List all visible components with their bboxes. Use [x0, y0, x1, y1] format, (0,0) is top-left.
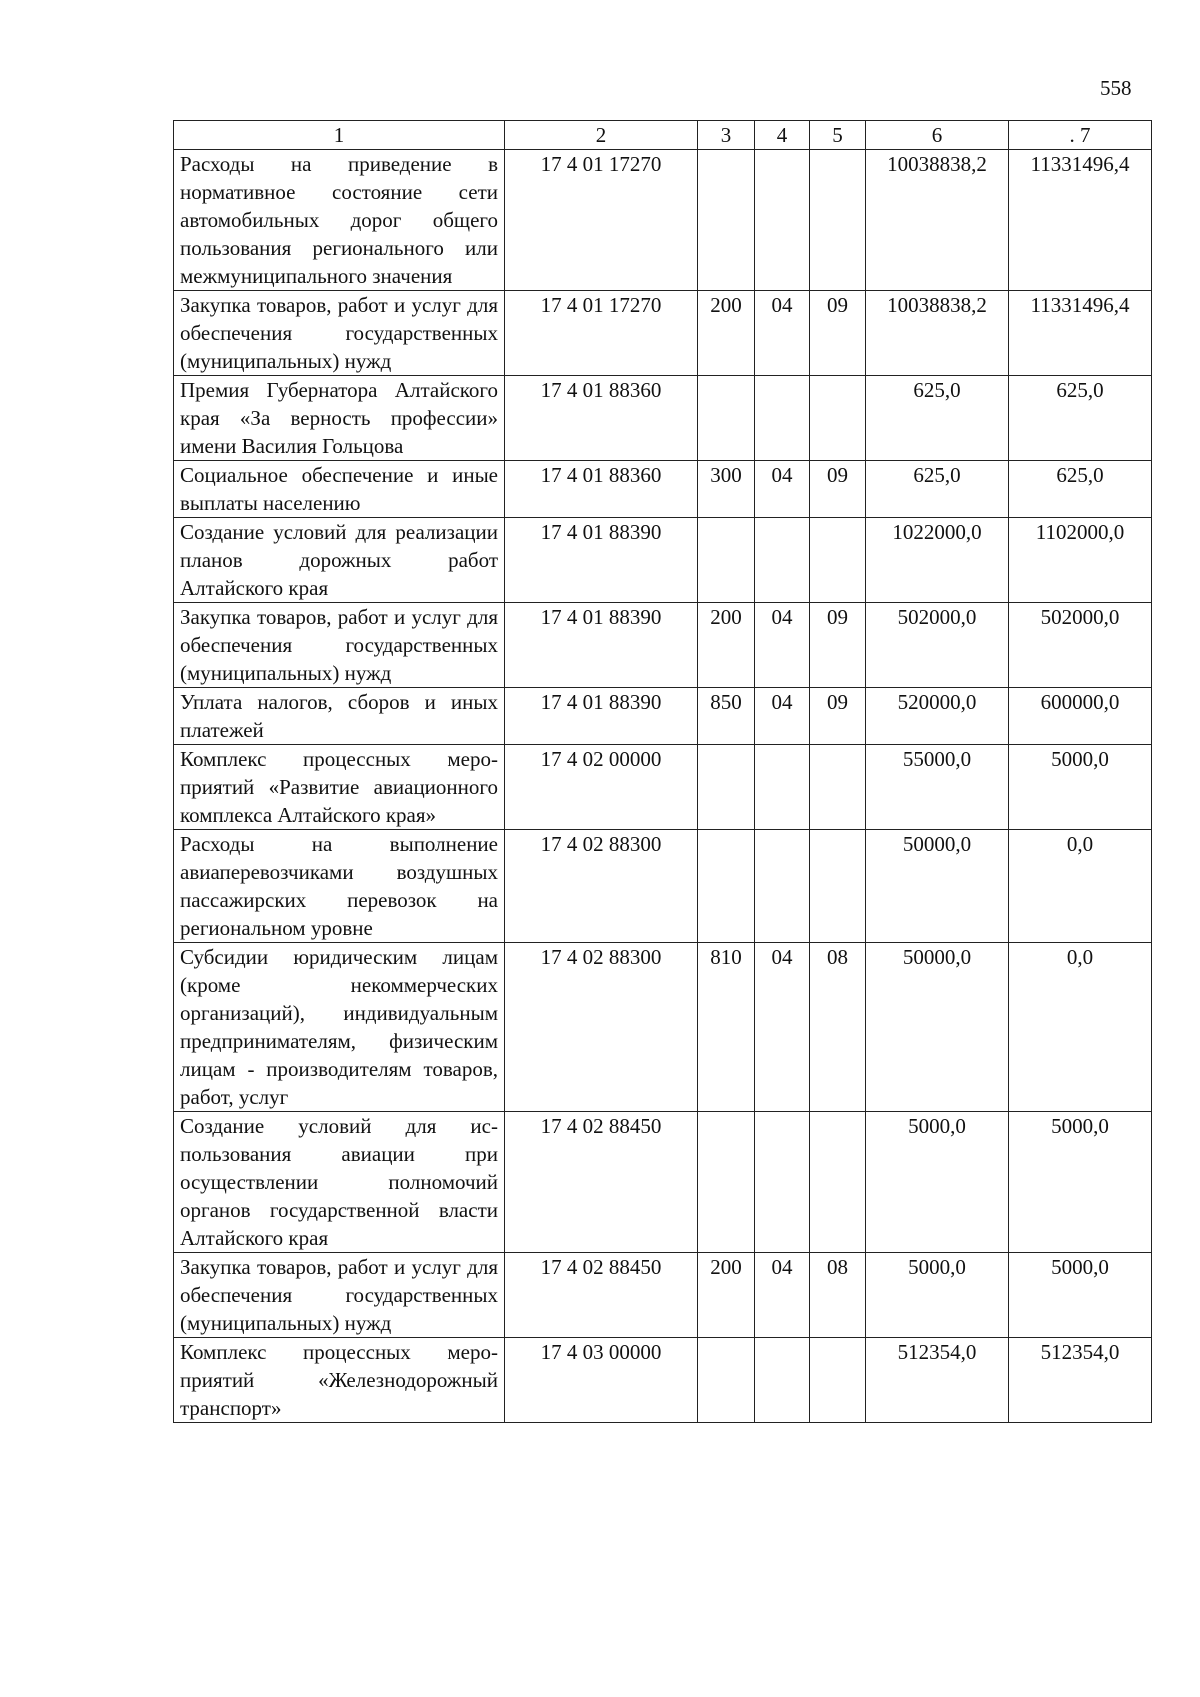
- expense-name-cell: Социальное обеспечение и иные выплаты населению: [174, 461, 505, 518]
- table-row: [174, 745, 1152, 830]
- amount-year-1-cell: 50000,0: [866, 830, 1009, 943]
- target-code-cell: 17 4 03 00000: [505, 1338, 698, 1423]
- expense-type-cell: 810: [698, 943, 755, 1112]
- expense-type-cell: [698, 150, 755, 291]
- expense-type-cell: 300: [698, 461, 755, 518]
- table-row: [174, 376, 1152, 461]
- header-cell-5: 5: [810, 121, 866, 150]
- target-code-cell: 17 4 02 88300: [505, 943, 698, 1112]
- header-cell-6: 6: [866, 121, 1009, 150]
- expense-type-cell: [698, 1112, 755, 1253]
- amount-year-2-cell: 502000,0: [1009, 603, 1152, 688]
- expense-type-cell: 850: [698, 688, 755, 745]
- section-cell: 04: [755, 1253, 810, 1338]
- table-row: [174, 1253, 1152, 1338]
- expense-type-cell: [698, 745, 755, 830]
- budget-table: [173, 120, 1152, 1423]
- section-cell: 04: [755, 461, 810, 518]
- expense-type-cell: [698, 830, 755, 943]
- target-code-cell: 17 4 02 88450: [505, 1112, 698, 1253]
- table-row: [174, 688, 1152, 745]
- amount-year-2-cell: 512354,0: [1009, 1338, 1152, 1423]
- table-row: [174, 1338, 1152, 1423]
- expense-name-cell: Создание условий для реализации планов дорожных работ Алтайского края: [174, 518, 505, 603]
- amount-year-2-cell: 1102000,0: [1009, 518, 1152, 603]
- amount-year-1-cell: 512354,0: [866, 1338, 1009, 1423]
- table-row: [174, 1112, 1152, 1253]
- amount-year-1-cell: 520000,0: [866, 688, 1009, 745]
- expense-name-cell: Субсидии юридическим лицам (кроме некоммерческих организаций), индивидуальным предпринимателям, физическим лицам - производителям товаров, работ, услуг: [174, 943, 505, 1112]
- expense-name-cell: Закупка товаров, работ и услуг для обеспечения государственных (муниципальных) нужд: [174, 1253, 505, 1338]
- subsection-cell: 09: [810, 688, 866, 745]
- subsection-cell: 09: [810, 461, 866, 518]
- section-cell: [755, 150, 810, 291]
- amount-year-2-cell: 5000,0: [1009, 745, 1152, 830]
- section-cell: [755, 745, 810, 830]
- amount-year-1-cell: 625,0: [866, 376, 1009, 461]
- subsection-cell: [810, 150, 866, 291]
- header-cell-2: 2: [505, 121, 698, 150]
- expense-type-cell: [698, 1338, 755, 1423]
- table-row: [174, 461, 1152, 518]
- expense-name-cell: Закупка товаров, работ и услуг для обеспечения государственных (муниципальных) нужд: [174, 603, 505, 688]
- table-row: [174, 518, 1152, 603]
- amount-year-2-cell: 625,0: [1009, 376, 1152, 461]
- target-code-cell: 17 4 01 88390: [505, 518, 698, 603]
- subsection-cell: [810, 376, 866, 461]
- subsection-cell: [810, 1112, 866, 1253]
- subsection-cell: [810, 745, 866, 830]
- expense-type-cell: 200: [698, 603, 755, 688]
- expense-name-cell: Премия Губернатора Алтайского края «За верность профессии» имени Василия Гольцова: [174, 376, 505, 461]
- expense-name-cell: Закупка товаров, работ и услуг для обеспечения государственных (муниципальных) нужд: [174, 291, 505, 376]
- section-cell: 04: [755, 688, 810, 745]
- expense-name-cell: Комплекс процессных мероприятий «Развитие авиационного комплекса Алтайского края»: [174, 745, 505, 830]
- subsection-cell: 09: [810, 603, 866, 688]
- table-row: [174, 943, 1152, 1112]
- subsection-cell: 08: [810, 1253, 866, 1338]
- target-code-cell: 17 4 02 88300: [505, 830, 698, 943]
- section-cell: 04: [755, 291, 810, 376]
- expense-name-cell: Расходы на приведение в нормативное состояние сети автомобильных дорог общего пользования регионального или межмуниципального значения: [174, 150, 505, 291]
- section-cell: [755, 518, 810, 603]
- header-cell-4: 4: [755, 121, 810, 150]
- expense-name-cell: Уплата налогов, сборов и иных платежей: [174, 688, 505, 745]
- amount-year-2-cell: 5000,0: [1009, 1112, 1152, 1253]
- subsection-cell: [810, 830, 866, 943]
- section-cell: [755, 1338, 810, 1423]
- header-row: [174, 121, 1152, 150]
- amount-year-1-cell: 625,0: [866, 461, 1009, 518]
- header-cell-3: 3: [698, 121, 755, 150]
- page-number: 558: [1100, 76, 1132, 100]
- amount-year-1-cell: 10038838,2: [866, 150, 1009, 291]
- expense-name-cell: Расходы на выполнение авиаперевозчиками воздушных пассажирских перевозок на региональном уровне: [174, 830, 505, 943]
- amount-year-2-cell: 0,0: [1009, 943, 1152, 1112]
- amount-year-2-cell: 5000,0: [1009, 1253, 1152, 1338]
- expense-type-cell: [698, 376, 755, 461]
- subsection-cell: 09: [810, 291, 866, 376]
- table-row: [174, 830, 1152, 943]
- amount-year-1-cell: 5000,0: [866, 1253, 1009, 1338]
- expense-type-cell: 200: [698, 1253, 755, 1338]
- amount-year-2-cell: 625,0: [1009, 461, 1152, 518]
- target-code-cell: 17 4 01 88390: [505, 603, 698, 688]
- amount-year-1-cell: 1022000,0: [866, 518, 1009, 603]
- amount-year-1-cell: 50000,0: [866, 943, 1009, 1112]
- header-cell-1: 1: [174, 121, 505, 150]
- amount-year-2-cell: 600000,0: [1009, 688, 1152, 745]
- section-cell: [755, 376, 810, 461]
- section-cell: 04: [755, 943, 810, 1112]
- target-code-cell: 17 4 02 00000: [505, 745, 698, 830]
- table-row: [174, 603, 1152, 688]
- target-code-cell: 17 4 01 88360: [505, 376, 698, 461]
- amount-year-1-cell: 55000,0: [866, 745, 1009, 830]
- amount-year-2-cell: 0,0: [1009, 830, 1152, 943]
- target-code-cell: 17 4 01 17270: [505, 150, 698, 291]
- subsection-cell: [810, 518, 866, 603]
- target-code-cell: 17 4 01 88360: [505, 461, 698, 518]
- amount-year-1-cell: 5000,0: [866, 1112, 1009, 1253]
- expense-name-cell: Создание условий для использования авиации при осуществлении полномочий органов государственной власти Алтайского края: [174, 1112, 505, 1253]
- section-cell: [755, 830, 810, 943]
- subsection-cell: 08: [810, 943, 866, 1112]
- expense-type-cell: [698, 518, 755, 603]
- section-cell: [755, 1112, 810, 1253]
- target-code-cell: 17 4 01 17270: [505, 291, 698, 376]
- table-row: [174, 291, 1152, 376]
- target-code-cell: 17 4 02 88450: [505, 1253, 698, 1338]
- expense-type-cell: 200: [698, 291, 755, 376]
- section-cell: 04: [755, 603, 810, 688]
- amount-year-1-cell: 10038838,2: [866, 291, 1009, 376]
- target-code-cell: 17 4 01 88390: [505, 688, 698, 745]
- header-cell-7: . 7: [1009, 121, 1152, 150]
- expense-name-cell: Комплекс процессных мероприятий «Железнодорожный транспорт»: [174, 1338, 505, 1423]
- amount-year-2-cell: 11331496,4: [1009, 291, 1152, 376]
- amount-year-1-cell: 502000,0: [866, 603, 1009, 688]
- table-row: [174, 150, 1152, 291]
- subsection-cell: [810, 1338, 866, 1423]
- amount-year-2-cell: 11331496,4: [1009, 150, 1152, 291]
